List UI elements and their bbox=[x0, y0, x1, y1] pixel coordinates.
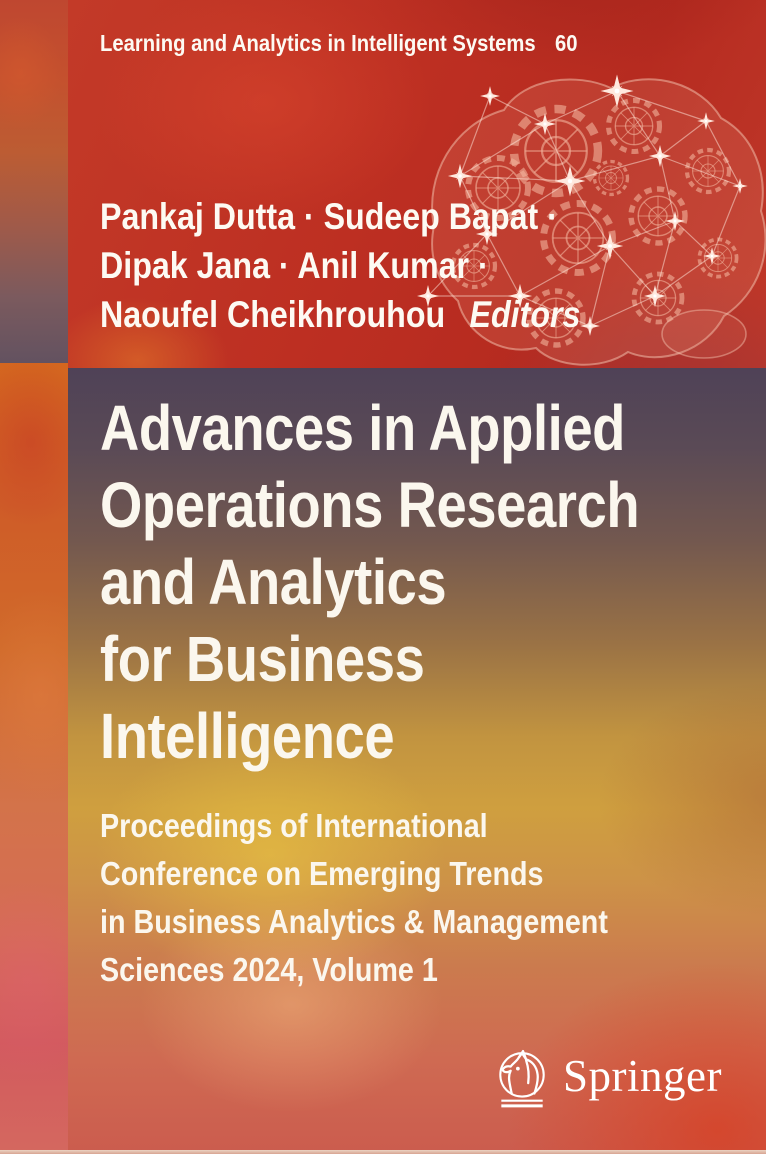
series-volume: 60 bbox=[555, 30, 578, 56]
title-band bbox=[68, 368, 766, 1154]
title-line-4: for Business bbox=[100, 623, 425, 695]
series-title bbox=[100, 30, 578, 57]
publisher-name: Springer bbox=[563, 1051, 722, 1101]
spine-strip bbox=[0, 0, 68, 1154]
editors-line-2: Dipak Jana · Anil Kumar · bbox=[100, 245, 489, 286]
book-subtitle bbox=[100, 802, 608, 994]
subtitle-line-3: in Business Analytics & Management bbox=[100, 903, 608, 940]
title-line-1: Advances in Applied bbox=[100, 392, 625, 464]
publisher-logo bbox=[495, 1048, 722, 1110]
title-line-5: Intelligence bbox=[100, 700, 395, 772]
page-bottom-edge bbox=[0, 1150, 766, 1154]
series-name: Learning and Analytics in Intelligent Systems bbox=[100, 30, 536, 56]
spine-strip-bottom bbox=[0, 363, 68, 1154]
spine-strip-top bbox=[0, 0, 68, 363]
title-line-3: and Analytics bbox=[100, 546, 447, 618]
title-line-2: Operations Research bbox=[100, 469, 640, 541]
editors-line-3-names: Naoufel Cheikhrouhou bbox=[100, 294, 446, 335]
editors-block bbox=[100, 192, 580, 339]
series-band bbox=[68, 0, 766, 368]
editors-line-3 bbox=[100, 290, 580, 339]
editors-role-label: Editors bbox=[469, 294, 581, 335]
editors-line-1: Pankaj Dutta · Sudeep Bapat · bbox=[100, 196, 558, 237]
book-title bbox=[100, 390, 639, 775]
subtitle-line-2: Conference on Emerging Trends bbox=[100, 855, 544, 892]
springer-horse-icon bbox=[495, 1048, 549, 1110]
cover-main bbox=[68, 0, 766, 1154]
subtitle-line-4: Sciences 2024, Volume 1 bbox=[100, 951, 438, 988]
subtitle-line-1: Proceedings of International bbox=[100, 807, 488, 844]
